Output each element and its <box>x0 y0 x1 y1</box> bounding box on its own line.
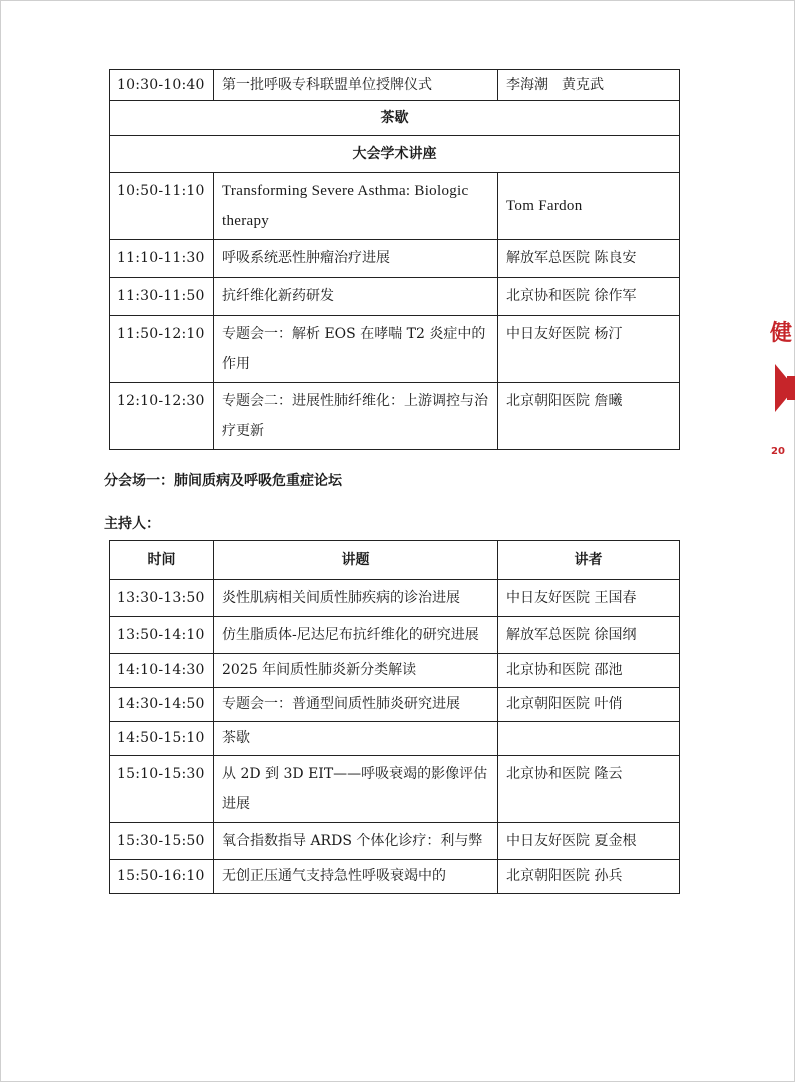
host-label: 主持人： <box>104 516 160 532</box>
table-row <box>110 316 680 383</box>
topic-cell: 仿生脂质体-尼达尼布抗纤维化的研究进展 <box>214 617 498 654</box>
time-cell: 14:50-15:10 <box>110 722 214 756</box>
topic-cell: 专题会一：普通型间质性肺炎研究进展 <box>214 688 498 722</box>
speaker-cell <box>498 722 680 756</box>
schedule-table-afternoon <box>109 540 680 894</box>
table-row <box>110 70 680 101</box>
session-title: 分会场一：肺间质病及呼吸危重症论坛 <box>104 473 342 489</box>
table-row <box>110 688 680 722</box>
speaker-cell: 中日友好医院 杨汀 <box>498 316 680 383</box>
topic-cell: 2025 年间质性肺炎新分类解读 <box>214 654 498 688</box>
speaker-cell: Tom Fardon <box>498 173 680 240</box>
side-tab-char: 健 <box>770 321 793 346</box>
table-row <box>110 173 680 240</box>
table-row <box>110 278 680 316</box>
speaker-cell: 中日友好医院 王国春 <box>498 580 680 617</box>
table-row <box>110 722 680 756</box>
time-cell: 11:50-12:10 <box>110 316 214 383</box>
topic-cell: 茶歇 <box>214 722 498 756</box>
table-row <box>110 383 680 450</box>
topic-cell: Transforming Severe Asthma: Biologic therapy <box>214 173 498 240</box>
table-row <box>110 756 680 823</box>
table-row <box>110 823 680 860</box>
table-row <box>110 654 680 688</box>
topic-cell: 第一批呼吸专科联盟单位授牌仪式 <box>214 70 498 101</box>
time-cell: 11:10-11:30 <box>110 240 214 278</box>
speaker-cell: 解放军总医院 徐国纲 <box>498 617 680 654</box>
header-topic: 讲题 <box>214 541 498 580</box>
speaker-cell: 北京协和医院 徐作军 <box>498 278 680 316</box>
speaker-cell: 李海潮 黄克武 <box>498 70 680 101</box>
table-row <box>110 617 680 654</box>
topic-cell: 氧合指数指导 ARDS 个体化诊疗：利与弊 <box>214 823 498 860</box>
header-time: 时间 <box>110 541 214 580</box>
speaker-cell: 中日友好医院 夏金根 <box>498 823 680 860</box>
table-row <box>110 580 680 617</box>
speaker-cell: 解放军总医院 陈良安 <box>498 240 680 278</box>
time-cell: 14:30-14:50 <box>110 688 214 722</box>
time-cell: 12:10-12:30 <box>110 383 214 450</box>
table-row <box>110 240 680 278</box>
topic-cell: 专题会二：进展性肺纤维化：上游调控与治疗更新 <box>214 383 498 450</box>
time-cell: 15:30-15:50 <box>110 823 214 860</box>
topic-cell: 炎性肌病相关间质性肺疾病的诊治进展 <box>214 580 498 617</box>
section-heading-row: 大会学术讲座 <box>110 136 680 173</box>
table-header-row <box>110 541 680 580</box>
table-row <box>110 136 680 173</box>
time-cell: 13:30-13:50 <box>110 580 214 617</box>
time-cell: 11:30-11:50 <box>110 278 214 316</box>
time-cell: 14:10-14:30 <box>110 654 214 688</box>
topic-cell: 从 2D 到 3D EIT——呼吸衰竭的影像评估进展 <box>214 756 498 823</box>
time-cell: 10:30-10:40 <box>110 70 214 101</box>
speaker-cell: 北京朝阳医院 詹曦 <box>498 383 680 450</box>
side-tab-number: 20 <box>771 446 785 457</box>
time-cell: 15:10-15:30 <box>110 756 214 823</box>
topic-cell: 呼吸系统恶性肿瘤治疗进展 <box>214 240 498 278</box>
header-speaker: 讲者 <box>498 541 680 580</box>
time-cell: 15:50-16:10 <box>110 860 214 894</box>
tea-break-row: 茶歇 <box>110 101 680 136</box>
schedule-table-morning <box>109 69 680 450</box>
speaker-cell: 北京协和医院 隆云 <box>498 756 680 823</box>
speaker-cell: 北京协和医院 邵池 <box>498 654 680 688</box>
time-cell: 13:50-14:10 <box>110 617 214 654</box>
topic-cell: 抗纤维化新药研发 <box>214 278 498 316</box>
table-row <box>110 860 680 894</box>
side-bar-mark <box>787 376 795 400</box>
speaker-cell: 北京朝阳医院 叶俏 <box>498 688 680 722</box>
topic-cell: 无创正压通气支持急性呼吸衰竭中的 <box>214 860 498 894</box>
speaker-cell: 北京朝阳医院 孙兵 <box>498 860 680 894</box>
table-row <box>110 101 680 136</box>
time-cell: 10:50-11:10 <box>110 173 214 240</box>
topic-cell: 专题会一：解析 EOS 在哮喘 T2 炎症中的作用 <box>214 316 498 383</box>
